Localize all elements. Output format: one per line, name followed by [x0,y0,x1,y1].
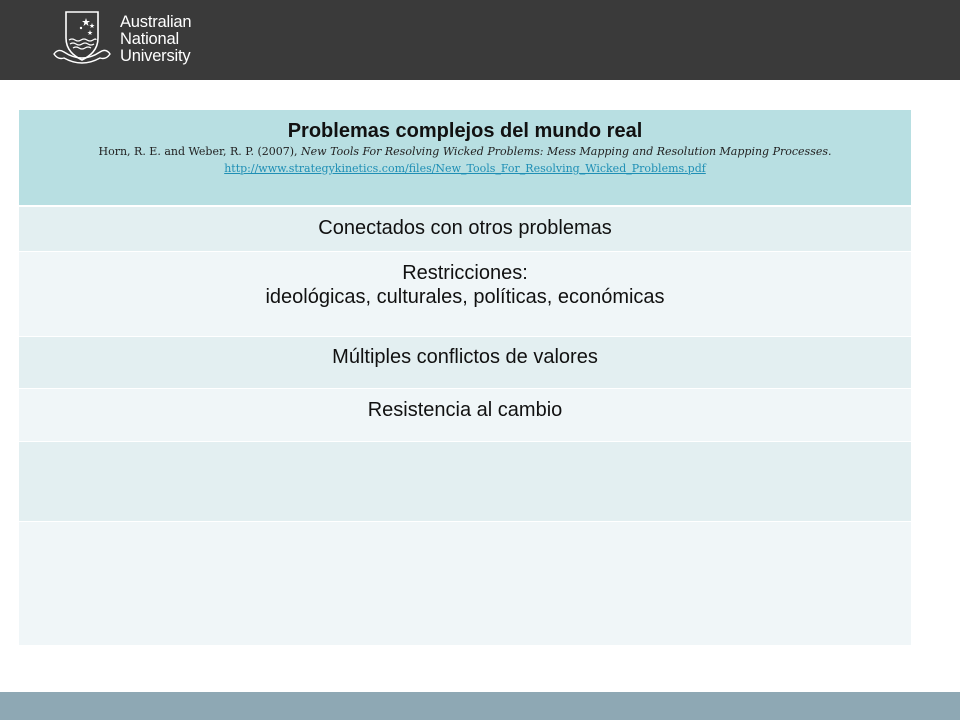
table-row [19,207,911,252]
table-row-empty [19,442,911,522]
logo-wordmark [120,14,191,65]
row-text: Resistencia al cambio [367,399,563,421]
citation-link[interactable]: http://www.strategykinetics.com/files/New_Tools_For_Resolving_Wicked_Problems.pdf [224,162,706,175]
content-table [19,110,911,646]
logo-line-3: University [120,46,191,65]
anu-logo[interactable] [50,8,191,70]
table-row-empty [19,522,911,646]
citation [19,144,911,160]
table-row [19,252,911,337]
row-text-second-line: ideológicas, culturales, políticas, económicas [265,286,665,308]
row-text: Conectados con otros problemas [318,217,612,239]
table-row [19,337,911,389]
citation-work: New Tools For Resolving Wicked Problems: Mess Mapping and Resolution Mapping Processes. [301,145,832,158]
table-row [19,389,911,442]
anu-crest-icon [50,8,114,70]
table-header-row [19,110,911,207]
citation-authors: Horn, R. E. and Weber, R. P. (2007), [98,145,302,158]
table-title: Problemas complejos del mundo real [287,120,643,142]
row-text: Múltiples conflictos de valores [332,346,598,368]
footer-bar [0,692,960,720]
logo-line-1: Australian [120,12,192,31]
row-text: Restricciones: [402,262,528,284]
logo-line-2: National [120,29,179,48]
top-bar [0,0,960,80]
